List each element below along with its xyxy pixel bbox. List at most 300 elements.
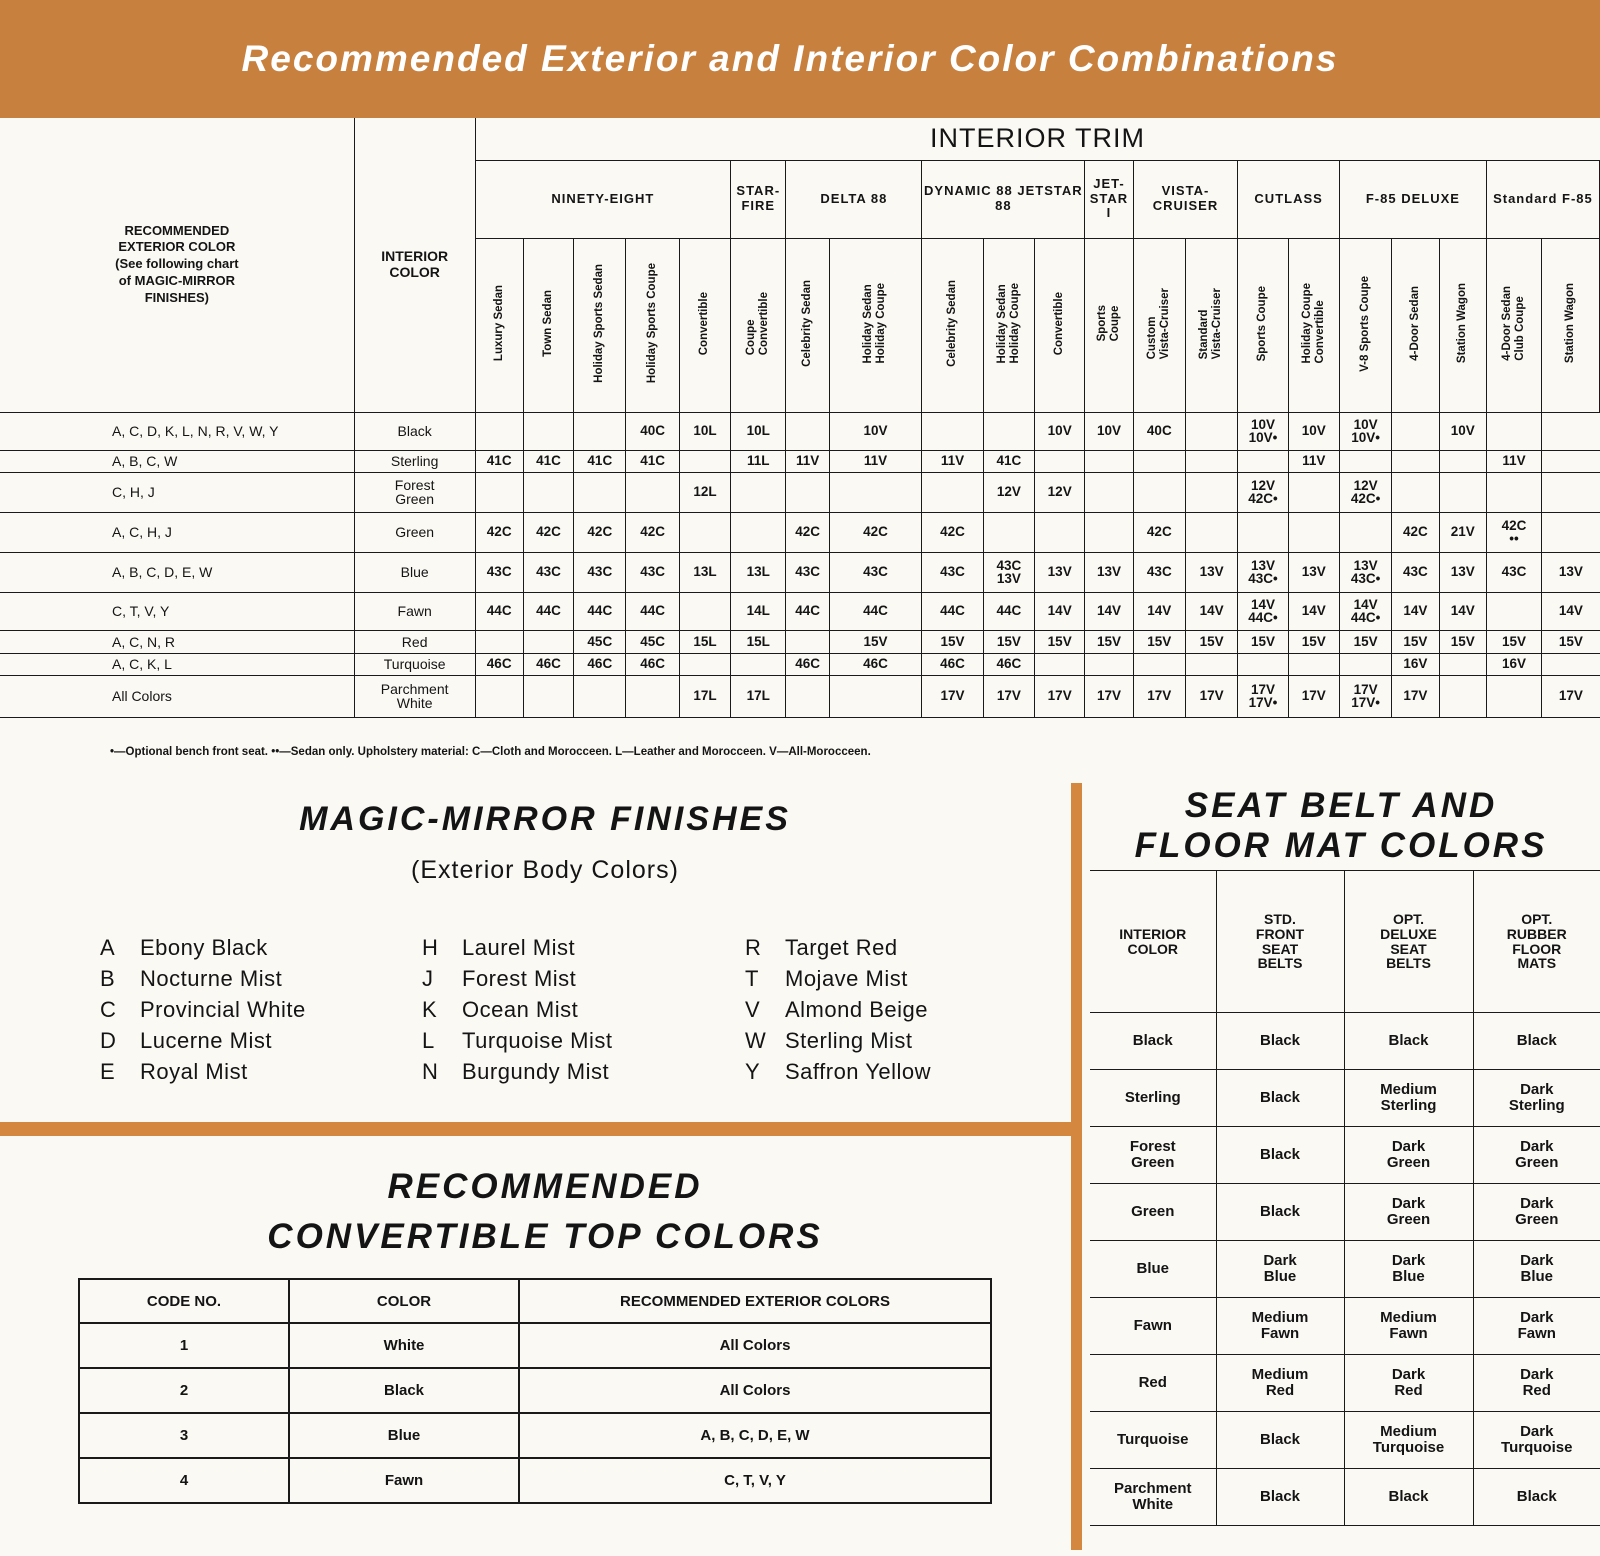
trim-code-cell: 15L <box>731 630 786 653</box>
trim-code-cell: 21V <box>1439 512 1486 552</box>
trim-code-cell <box>574 675 626 717</box>
trim-code-cell <box>523 630 573 653</box>
seat-belt-cell: Sterling <box>1090 1070 1216 1127</box>
trim-code-cell: 17V <box>983 675 1034 717</box>
trim-code-cell: 15V <box>1288 630 1339 653</box>
trim-code-cell <box>475 412 523 450</box>
trim-code-cell: 13V <box>1035 552 1085 592</box>
seat-belt-row <box>1090 1298 1600 1355</box>
seat-belt-cell: Forest Green <box>1090 1127 1216 1184</box>
trim-code-cell: 11V <box>1486 450 1541 472</box>
trim-row <box>0 512 1600 552</box>
trim-code-cell <box>1185 450 1237 472</box>
seat-belt-cell: Parchment White <box>1090 1469 1216 1526</box>
seat-belt-cell: Black <box>1473 1469 1600 1526</box>
trim-code-cell <box>1035 512 1085 552</box>
trim-code-cell <box>922 472 983 512</box>
trim-code-cell: 43C <box>574 552 626 592</box>
finish-code: B <box>100 966 116 991</box>
model-label: Sports Coupe <box>1256 285 1269 362</box>
trim-code-cell: 10V <box>1085 412 1133 450</box>
interior-color: Turquoise <box>354 653 475 675</box>
trim-code-cell: 44C <box>786 592 829 630</box>
trim-code-cell <box>574 412 626 450</box>
trim-code-cell <box>829 675 922 717</box>
trim-code-cell <box>1439 472 1486 512</box>
trim-code-cell <box>983 412 1034 450</box>
trim-body <box>0 412 1600 717</box>
finish-code: T <box>745 966 759 991</box>
trim-code-cell: 10V <box>1288 412 1339 450</box>
exterior-codes: C, H, J <box>0 472 354 512</box>
trim-code-cell <box>1085 512 1133 552</box>
trim-code-cell <box>1288 653 1339 675</box>
seat-belt-row <box>1090 1355 1600 1412</box>
model-header <box>1085 238 1133 412</box>
trim-code-cell <box>786 675 829 717</box>
convertible-row <box>79 1368 991 1413</box>
trim-code-cell <box>1085 472 1133 512</box>
trim-code-cell: 43C <box>523 552 573 592</box>
model-header <box>626 238 679 412</box>
model-header <box>829 238 922 412</box>
model-header <box>1133 238 1185 412</box>
convertible-title-line2: CONVERTIBLE TOP COLORS <box>267 1217 823 1256</box>
trim-row <box>0 592 1600 630</box>
seat-belt-title-line1: SEAT BELT AND <box>1184 786 1498 825</box>
trim-code-cell <box>1486 412 1541 450</box>
model-label: Station Wagon <box>1563 283 1576 364</box>
trim-code-cell <box>1238 512 1288 552</box>
finish-name: Lucerne Mist <box>140 1028 272 1053</box>
trim-code-cell: 46C <box>574 653 626 675</box>
trim-code-cell <box>1035 450 1085 472</box>
trim-code-cell <box>679 592 730 630</box>
trim-code-cell: 13V 43C• <box>1339 552 1391 592</box>
trim-code-cell <box>1185 653 1237 675</box>
trim-code-cell: 15V <box>922 630 983 653</box>
finish-item <box>422 935 612 966</box>
model-header <box>1238 238 1288 412</box>
trim-code-cell: 15V <box>1339 630 1391 653</box>
finish-code: J <box>422 966 434 991</box>
trim-code-cell: 42C <box>1392 512 1439 552</box>
trim-code-cell: 42C <box>574 512 626 552</box>
finish-name: Turquoise Mist <box>462 1028 613 1053</box>
trim-code-cell: 11V <box>786 450 829 472</box>
trim-code-cell: 17V <box>1085 675 1133 717</box>
finish-code: V <box>745 997 761 1022</box>
trim-row <box>0 472 1600 512</box>
model-header <box>1392 238 1439 412</box>
trim-code-cell <box>829 472 922 512</box>
trim-code-cell <box>1392 450 1439 472</box>
convertible-cell: All Colors <box>519 1368 991 1413</box>
trim-code-cell: 12V 42C• <box>1238 472 1288 512</box>
group-header: CUTLASS <box>1238 160 1340 238</box>
trim-code-cell: 15V <box>829 630 922 653</box>
trim-code-cell <box>475 675 523 717</box>
trim-code-cell <box>1542 653 1600 675</box>
trim-code-cell: 44C <box>475 592 523 630</box>
finish-name: Nocturne Mist <box>140 966 283 991</box>
seat-belt-cell: Black <box>1216 1127 1344 1184</box>
trim-code-cell: 14V 44C• <box>1339 592 1391 630</box>
interior-color: Green <box>354 512 475 552</box>
seat-belt-row <box>1090 1013 1600 1070</box>
trim-code-cell: 44C <box>523 592 573 630</box>
interior-trim-title: INTERIOR TRIM <box>475 118 1599 160</box>
seat-belt-cell: Black <box>1216 1469 1344 1526</box>
finish-code: N <box>422 1059 439 1084</box>
trim-code-cell: 15V <box>1185 630 1237 653</box>
model-label: Luxury Sedan <box>492 285 505 362</box>
trim-code-cell: 41C <box>523 450 573 472</box>
convertible-cell: White <box>289 1323 519 1368</box>
trim-code-cell <box>475 472 523 512</box>
seat-belt-cell: Black <box>1344 1469 1473 1526</box>
seat-belt-cell: Black <box>1090 1013 1216 1070</box>
seat-belt-header: OPT. RUBBER FLOOR MATS <box>1473 871 1600 1013</box>
trim-code-cell: 15V <box>1392 630 1439 653</box>
trim-code-cell: 45C <box>574 630 626 653</box>
trim-code-cell: 17V <box>1542 675 1600 717</box>
seat-belt-header: OPT. DELUXE SEAT BELTS <box>1344 871 1473 1013</box>
model-label: Holiday Sedan Holiday Coupe <box>995 283 1021 364</box>
trim-row <box>0 675 1600 717</box>
trim-code-cell: 14V <box>1133 592 1185 630</box>
finish-item <box>422 966 612 997</box>
model-label: Coupe Convertible <box>745 291 771 356</box>
trim-code-cell: 17V <box>1133 675 1185 717</box>
seat-belt-cell: Dark Red <box>1473 1355 1600 1412</box>
trim-code-cell: 46C <box>922 653 983 675</box>
model-label: Holiday Sports Sedan <box>593 264 606 383</box>
finish-name: Forest Mist <box>462 966 577 991</box>
finish-code: W <box>745 1028 767 1053</box>
trim-code-cell <box>1486 592 1541 630</box>
seat-belt-cell: Dark Green <box>1344 1127 1473 1184</box>
interior-color: Fawn <box>354 592 475 630</box>
finish-name: Target Red <box>785 935 898 960</box>
seat-belt-cell: Turquoise <box>1090 1412 1216 1469</box>
model-header <box>574 238 626 412</box>
trim-code-cell: 14V <box>1439 592 1486 630</box>
seat-belt-cell: Dark Red <box>1344 1355 1473 1412</box>
trim-code-cell: 14L <box>731 592 786 630</box>
trim-code-cell <box>731 653 786 675</box>
trim-code-cell: 13L <box>679 552 730 592</box>
exterior-color-header <box>0 118 354 412</box>
trim-code-cell <box>786 412 829 450</box>
model-label: Celebrity Sedan <box>945 280 958 367</box>
finish-item <box>100 966 306 997</box>
seat-belt-cell: Dark Blue <box>1473 1241 1600 1298</box>
trim-code-cell: 44C <box>626 592 679 630</box>
trim-code-cell: 41C <box>626 450 679 472</box>
trim-code-cell: 10L <box>731 412 786 450</box>
trim-code-cell <box>1185 412 1237 450</box>
seat-belt-cell: Medium Sterling <box>1344 1070 1473 1127</box>
trim-code-cell: 46C <box>475 653 523 675</box>
trim-code-cell: 12V <box>1035 472 1085 512</box>
interior-color: Black <box>354 412 475 450</box>
trim-code-cell <box>922 412 983 450</box>
trim-code-cell: 41C <box>574 450 626 472</box>
model-label: Holiday Coupe Convertible <box>1300 283 1326 364</box>
finish-name: Ebony Black <box>140 935 268 960</box>
trim-code-cell <box>1238 450 1288 472</box>
seat-belt-row <box>1090 1469 1600 1526</box>
convertible-row <box>79 1413 991 1458</box>
trim-code-cell: 42C <box>1133 512 1185 552</box>
trim-code-cell: 15V <box>983 630 1034 653</box>
trim-code-cell <box>1185 512 1237 552</box>
seat-belt-cell: Medium Fawn <box>1344 1298 1473 1355</box>
trim-code-cell: 13V <box>1185 552 1237 592</box>
group-header: Standard F-85 <box>1486 160 1599 238</box>
trim-code-cell: 16V <box>1392 653 1439 675</box>
trim-code-cell <box>523 412 573 450</box>
trim-code-cell: 46C <box>523 653 573 675</box>
finish-name: Royal Mist <box>140 1059 248 1084</box>
trim-code-cell: 41C <box>983 450 1034 472</box>
interior-color: Red <box>354 630 475 653</box>
trim-code-cell: 42C <box>922 512 983 552</box>
convertible-title <box>0 1162 1090 1262</box>
group-header: JET-STAR I <box>1085 160 1133 238</box>
interior-color: Forest Green <box>354 472 475 512</box>
seat-belt-cell: Black <box>1216 1013 1344 1070</box>
trim-code-cell: 15V <box>1486 630 1541 653</box>
trim-code-cell: 42C <box>475 512 523 552</box>
trim-code-cell <box>475 630 523 653</box>
trim-code-cell: 10V 10V• <box>1339 412 1391 450</box>
finish-item <box>422 1059 612 1090</box>
interior-color-header-text: INTERIOR COLOR <box>381 248 449 280</box>
model-label: Station Wagon <box>1456 283 1469 364</box>
trim-row <box>0 653 1600 675</box>
trim-code-cell: 13V 43C• <box>1238 552 1288 592</box>
trim-code-cell <box>786 472 829 512</box>
trim-code-cell: 44C <box>922 592 983 630</box>
finish-name: Mojave Mist <box>785 966 908 991</box>
trim-code-cell: 15V <box>1085 630 1133 653</box>
model-header <box>922 238 983 412</box>
exterior-codes: All Colors <box>0 675 354 717</box>
trim-code-cell <box>679 450 730 472</box>
seat-belt-cell: Dark Green <box>1344 1184 1473 1241</box>
convertible-cell: C, T, V, Y <box>519 1458 991 1503</box>
model-header <box>983 238 1034 412</box>
model-header <box>1439 238 1486 412</box>
trim-row <box>0 552 1600 592</box>
exterior-codes: A, C, K, L <box>0 653 354 675</box>
trim-code-cell <box>1339 653 1391 675</box>
finish-column <box>745 935 931 1090</box>
finish-item <box>422 997 612 1028</box>
trim-code-cell: 10V 10V• <box>1238 412 1288 450</box>
trim-row <box>0 630 1600 653</box>
interior-color: Blue <box>354 552 475 592</box>
seat-belt-row <box>1090 1241 1600 1298</box>
trim-code-cell <box>1185 472 1237 512</box>
horizontal-divider <box>0 1122 1075 1136</box>
trim-code-cell <box>1439 450 1486 472</box>
seat-belt-body <box>1090 1013 1600 1526</box>
model-label: Holiday Sedan Holiday Coupe <box>862 283 888 364</box>
trim-code-cell: 43C <box>1392 552 1439 592</box>
trim-code-cell <box>1542 450 1600 472</box>
trim-code-cell: 46C <box>983 653 1034 675</box>
convertible-header: COLOR <box>289 1279 519 1323</box>
finish-name: Ocean Mist <box>462 997 579 1022</box>
trim-code-cell <box>1339 450 1391 472</box>
seat-belt-cell: Red <box>1090 1355 1216 1412</box>
seat-belt-header: INTERIOR COLOR <box>1090 871 1216 1013</box>
exterior-color-header-text: RECOMMENDED EXTERIOR COLOR (See following chart of MAGIC-MIRROR FINISHES) <box>115 222 239 306</box>
model-label: 4-Door Sedan Club Coupe <box>1500 286 1527 361</box>
finish-code: H <box>422 935 439 960</box>
trim-code-cell <box>1238 653 1288 675</box>
model-header <box>475 238 523 412</box>
page-title: Recommended Exterior and Interior Color Combinations <box>241 38 1339 79</box>
trim-code-cell: 17V 17V• <box>1238 675 1288 717</box>
trim-code-cell: 43C <box>1133 552 1185 592</box>
trim-code-cell <box>1085 450 1133 472</box>
trim-code-cell <box>523 675 573 717</box>
trim-code-cell: 43C <box>922 552 983 592</box>
convertible-title-line1: RECOMMENDED <box>387 1167 703 1206</box>
trim-code-cell: 43C <box>475 552 523 592</box>
convertible-header: CODE NO. <box>79 1279 289 1323</box>
group-header: NINETY-EIGHT <box>475 160 731 238</box>
convertible-cell: 2 <box>79 1368 289 1413</box>
seat-belt-cell: Fawn <box>1090 1298 1216 1355</box>
seat-belt-cell: Dark Fawn <box>1473 1298 1600 1355</box>
trim-code-cell <box>626 472 679 512</box>
trim-code-cell: 13V <box>1542 552 1600 592</box>
finish-name: Almond Beige <box>785 997 928 1022</box>
trim-code-cell <box>1439 675 1486 717</box>
finish-column <box>422 935 612 1090</box>
trim-code-cell: 43C 13V <box>983 552 1034 592</box>
trim-code-cell <box>1085 653 1133 675</box>
trim-code-cell: 11V <box>1288 450 1339 472</box>
convertible-cell: 4 <box>79 1458 289 1503</box>
trim-code-cell: 44C <box>983 592 1034 630</box>
trim-code-cell <box>1392 412 1439 450</box>
finish-code: Y <box>745 1059 761 1084</box>
trim-code-cell: 10L <box>679 412 730 450</box>
finish-item <box>745 966 931 997</box>
seat-belt-title <box>1082 786 1600 866</box>
seat-belt-cell: Dark Turquoise <box>1473 1412 1600 1469</box>
trim-code-cell: 40C <box>1133 412 1185 450</box>
trim-code-cell: 13V <box>1085 552 1133 592</box>
model-header <box>1339 238 1391 412</box>
group-header: VISTA-CRUISER <box>1133 160 1238 238</box>
trim-code-cell: 17V 17V• <box>1339 675 1391 717</box>
trim-code-cell: 42C <box>523 512 573 552</box>
trim-code-cell <box>731 472 786 512</box>
trim-code-cell: 11L <box>731 450 786 472</box>
trim-code-cell: 17L <box>731 675 786 717</box>
trim-code-cell: 16V <box>1486 653 1541 675</box>
trim-code-cell: 14V <box>1392 592 1439 630</box>
seat-belt-header: STD. FRONT SEAT BELTS <box>1216 871 1344 1013</box>
seat-belt-cell: Blue <box>1090 1241 1216 1298</box>
seat-belt-header-row <box>1090 871 1600 1013</box>
trim-code-cell: 10V <box>829 412 922 450</box>
trim-code-cell: 17V <box>1185 675 1237 717</box>
trim-code-cell: 10V <box>1035 412 1085 450</box>
trim-code-cell: 13V <box>1439 552 1486 592</box>
trim-row <box>0 412 1600 450</box>
trim-code-cell: 15V <box>1542 630 1600 653</box>
seat-belt-cell: Dark Green <box>1473 1127 1600 1184</box>
finish-column <box>100 935 306 1090</box>
trim-code-cell: 14V 44C• <box>1238 592 1288 630</box>
model-header <box>1035 238 1085 412</box>
trim-code-cell: 43C <box>829 552 922 592</box>
trim-code-cell: 43C <box>786 552 829 592</box>
finish-code: A <box>100 935 116 960</box>
model-label: Celebrity Sedan <box>800 280 813 367</box>
trim-code-cell <box>1392 472 1439 512</box>
trim-code-cell: 17L <box>679 675 730 717</box>
model-label: Convertible <box>698 291 711 356</box>
convertible-cell: Blue <box>289 1413 519 1458</box>
trim-code-cell: 17V <box>1392 675 1439 717</box>
seat-belt-cell: Medium Red <box>1216 1355 1344 1412</box>
trim-code-cell: 42C <box>626 512 679 552</box>
trim-code-cell <box>523 472 573 512</box>
seat-belt-cell: Medium Turquoise <box>1344 1412 1473 1469</box>
trim-code-cell <box>1133 653 1185 675</box>
trim-code-cell <box>786 630 829 653</box>
interior-color: Parchment White <box>354 675 475 717</box>
seat-belt-cell: Dark Sterling <box>1473 1070 1600 1127</box>
seat-belt-row <box>1090 1070 1600 1127</box>
finish-item <box>745 1059 931 1090</box>
finish-name: Burgundy Mist <box>462 1059 610 1084</box>
trim-code-cell: 13V <box>1288 552 1339 592</box>
seat-belt-cell: Dark Green <box>1473 1184 1600 1241</box>
finish-item <box>100 997 306 1028</box>
trim-code-cell <box>679 512 730 552</box>
seat-belt-cell: Black <box>1473 1013 1600 1070</box>
exterior-codes: C, T, V, Y <box>0 592 354 630</box>
trim-code-cell <box>731 512 786 552</box>
trim-code-cell: 44C <box>574 592 626 630</box>
color-combination-table <box>0 118 1600 718</box>
interior-color: Sterling <box>354 450 475 472</box>
trim-code-cell <box>574 472 626 512</box>
trim-row <box>0 450 1600 472</box>
convertible-row <box>79 1458 991 1503</box>
trim-code-cell <box>626 675 679 717</box>
trim-code-cell: 42C •• <box>1486 512 1541 552</box>
model-header <box>1542 238 1600 412</box>
trim-code-cell <box>1486 675 1541 717</box>
trim-code-cell <box>983 512 1034 552</box>
trim-code-cell: 40C <box>626 412 679 450</box>
seat-belt-row <box>1090 1412 1600 1469</box>
seat-belt-title-line2: FLOOR MAT COLORS <box>1134 826 1548 865</box>
finish-code: D <box>100 1028 117 1053</box>
finish-item <box>100 935 306 966</box>
